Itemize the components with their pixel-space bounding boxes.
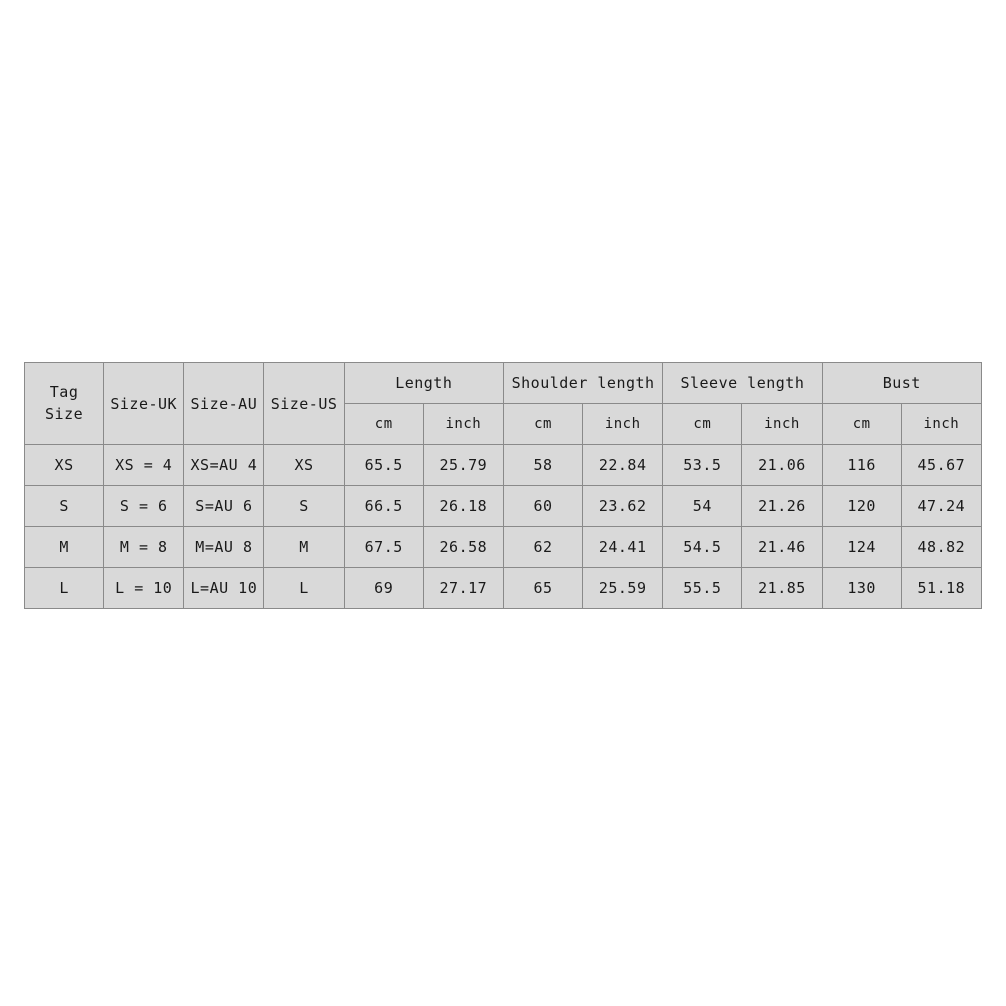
cell-shoulder-inch: 24.41 <box>583 527 663 568</box>
cell-sleeve-cm: 54.5 <box>663 527 742 568</box>
header-unit-bust-cm: cm <box>822 404 901 445</box>
cell-size-uk: XS = 4 <box>104 445 184 486</box>
cell-bust-cm: 130 <box>822 568 901 609</box>
cell-tag: M <box>25 527 104 568</box>
cell-shoulder-cm: 65 <box>503 568 582 609</box>
header-tag-size-line2: Size <box>45 404 84 423</box>
header-unit-length-inch: inch <box>423 404 503 445</box>
cell-size-uk: M = 8 <box>104 527 184 568</box>
cell-sleeve-cm: 54 <box>663 486 742 527</box>
cell-size-au: L=AU 10 <box>184 568 264 609</box>
cell-length-cm: 65.5 <box>344 445 423 486</box>
cell-length-inch: 27.17 <box>423 568 503 609</box>
header-size-us: Size-US <box>264 363 344 445</box>
cell-bust-inch: 51.18 <box>901 568 981 609</box>
header-unit-shoulder-inch: inch <box>583 404 663 445</box>
cell-length-inch: 25.79 <box>423 445 503 486</box>
cell-size-us: M <box>264 527 344 568</box>
header-group-sleeve-length: Sleeve length <box>663 363 822 404</box>
cell-sleeve-inch: 21.85 <box>742 568 822 609</box>
header-unit-sleeve-inch: inch <box>742 404 822 445</box>
cell-tag: L <box>25 568 104 609</box>
header-unit-shoulder-cm: cm <box>503 404 582 445</box>
cell-bust-inch: 45.67 <box>901 445 981 486</box>
cell-shoulder-inch: 23.62 <box>583 486 663 527</box>
cell-length-inch: 26.58 <box>423 527 503 568</box>
header-size-au: Size-AU <box>184 363 264 445</box>
cell-length-cm: 69 <box>344 568 423 609</box>
cell-sleeve-inch: 21.26 <box>742 486 822 527</box>
cell-sleeve-cm: 55.5 <box>663 568 742 609</box>
table-header-row-primary <box>25 363 982 404</box>
cell-sleeve-inch: 21.06 <box>742 445 822 486</box>
table-row <box>25 445 982 486</box>
cell-size-us: S <box>264 486 344 527</box>
header-group-shoulder-length: Shoulder length <box>503 363 662 404</box>
cell-bust-inch: 47.24 <box>901 486 981 527</box>
cell-size-us: XS <box>264 445 344 486</box>
cell-shoulder-cm: 58 <box>503 445 582 486</box>
cell-shoulder-inch: 22.84 <box>583 445 663 486</box>
header-unit-bust-inch: inch <box>901 404 981 445</box>
cell-size-uk: L = 10 <box>104 568 184 609</box>
header-group-bust: Bust <box>822 363 981 404</box>
cell-size-au: XS=AU 4 <box>184 445 264 486</box>
cell-bust-inch: 48.82 <box>901 527 981 568</box>
cell-tag: S <box>25 486 104 527</box>
size-chart-container <box>24 362 982 609</box>
cell-size-uk: S = 6 <box>104 486 184 527</box>
table-row <box>25 486 982 527</box>
table-row <box>25 568 982 609</box>
cell-shoulder-inch: 25.59 <box>583 568 663 609</box>
cell-size-au: S=AU 6 <box>184 486 264 527</box>
header-tag-size-line1: Tag <box>49 382 79 401</box>
cell-tag: XS <box>25 445 104 486</box>
header-unit-sleeve-cm: cm <box>663 404 742 445</box>
header-unit-length-cm: cm <box>344 404 423 445</box>
header-group-length: Length <box>344 363 503 404</box>
cell-size-us: L <box>264 568 344 609</box>
cell-sleeve-inch: 21.46 <box>742 527 822 568</box>
cell-length-inch: 26.18 <box>423 486 503 527</box>
header-size-uk: Size-UK <box>104 363 184 445</box>
cell-shoulder-cm: 62 <box>503 527 582 568</box>
cell-shoulder-cm: 60 <box>503 486 582 527</box>
cell-length-cm: 66.5 <box>344 486 423 527</box>
header-tag-size <box>25 363 104 445</box>
cell-length-cm: 67.5 <box>344 527 423 568</box>
cell-sleeve-cm: 53.5 <box>663 445 742 486</box>
cell-bust-cm: 124 <box>822 527 901 568</box>
cell-bust-cm: 116 <box>822 445 901 486</box>
table-row <box>25 527 982 568</box>
cell-bust-cm: 120 <box>822 486 901 527</box>
cell-size-au: M=AU 8 <box>184 527 264 568</box>
size-chart-table <box>24 362 982 609</box>
